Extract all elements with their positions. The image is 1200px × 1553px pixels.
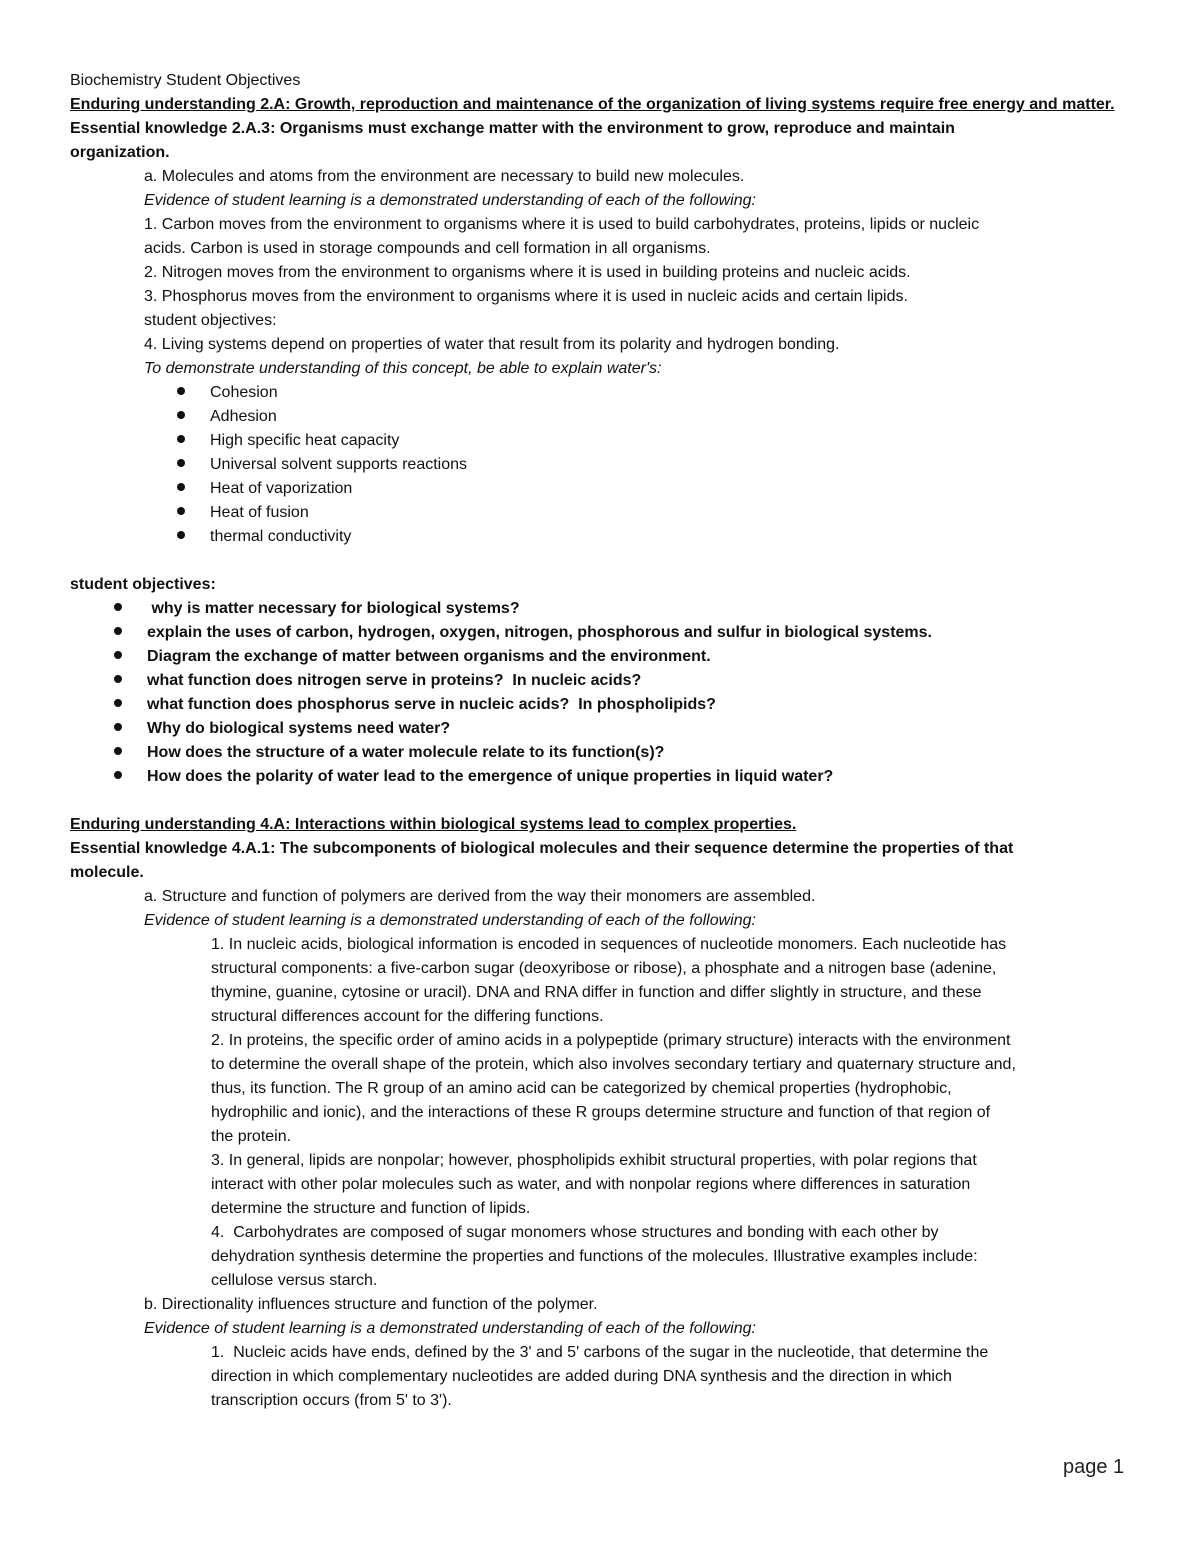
paragraph-line: 3. In general, lipids are nonpolar; however, phospholipids exhibit structural properties, with polar regions that	[211, 1152, 977, 1169]
bullet-icon	[177, 411, 185, 419]
list-item	[114, 765, 1135, 789]
list-item	[114, 693, 1135, 717]
student-objectives-list	[70, 597, 1135, 789]
list-item-text: Heat of vaporization	[210, 480, 353, 497]
bullet-icon	[114, 603, 122, 611]
list-item-text: Adhesion	[210, 408, 277, 425]
list-item	[177, 525, 1135, 549]
evidence-statement: Evidence of student learning is a demonstrated understanding of each of the following:	[144, 912, 756, 929]
list-item-text: Diagram the exchange of matter between organisms and the environment.	[147, 648, 711, 665]
paragraph-line: dehydration synthesis determine the properties and functions of the molecules. Illustrative examples include:	[211, 1248, 978, 1265]
list-item	[114, 741, 1135, 765]
spacer	[70, 789, 1135, 813]
list-item	[177, 477, 1135, 501]
item-3: 3. Phosphorus moves from the environment to organisms where it is used in nucleic acids and certain lipids.	[144, 288, 908, 305]
spacer	[70, 549, 1135, 573]
list-item-text: How does the polarity of water lead to the emergence of unique properties in liquid water?	[147, 768, 834, 785]
list-item	[114, 717, 1135, 741]
list-item-text: what function does phosphorus serve in nucleic acids? In phospholipids?	[147, 696, 716, 713]
list-item-text: why is matter necessary for biological systems?	[147, 600, 520, 617]
paragraph-line: hydrophilic and ionic), and the interactions of these R groups determine structure and function of that region of	[211, 1104, 991, 1121]
evidence-statement: Evidence of student learning is a demonstrated understanding of each of the following:	[144, 192, 756, 209]
list-item	[114, 645, 1135, 669]
item-1: 1. Carbon moves from the environment to organisms where it is used to build carbohydrates, proteins, lipids or nucleic	[144, 216, 980, 233]
enduring-understanding-2a: Enduring understanding 2.A: Growth, reproduction and maintenance of the organization of living systems require free energy and matter.	[70, 96, 1115, 113]
paragraph-line: transcription occurs (from 5' to 3').	[211, 1392, 452, 1409]
bullet-icon	[114, 771, 122, 779]
evidence-statement: Evidence of student learning is a demonstrated understanding of each of the following:	[144, 1320, 756, 1337]
page-number: page 1	[1063, 1456, 1125, 1478]
paragraph-line: thus, its function. The R group of an amino acid can be categorized by chemical properties (hydrophobic,	[211, 1080, 952, 1097]
list-item-text: Cohesion	[210, 384, 278, 401]
paragraph-line: 2. In proteins, the specific order of amino acids in a polypeptide (primary structure) interacts with the environment	[211, 1032, 1011, 1049]
bullet-icon	[177, 507, 185, 515]
demonstrate-statement: To demonstrate understanding of this concept, be able to explain water's:	[144, 360, 662, 377]
paragraph-line: direction in which complementary nucleotides are added during DNA synthesis and the direction in which	[211, 1368, 952, 1385]
essential-knowledge-2a3: Essential knowledge 2.A.3: Organisms must exchange matter with the environment to grow, reproduce and maintain	[70, 120, 955, 137]
list-item	[114, 597, 1135, 621]
item-1-cont: acids. Carbon is used in storage compounds and cell formation in all organisms.	[144, 240, 711, 257]
document-title: Biochemistry Student Objectives	[70, 72, 301, 89]
essential-knowledge-4a1: Essential knowledge 4.A.1: The subcomponents of biological molecules and their sequence determine the properties of that	[70, 840, 1014, 857]
list-item-text: How does the structure of a water molecule relate to its function(s)?	[147, 744, 665, 761]
item-2: 2. Nitrogen moves from the environment to organisms where it is used in building proteins and nucleic acids.	[144, 264, 911, 281]
bullet-icon	[177, 459, 185, 467]
list-item-text: Universal solvent supports reactions	[210, 456, 468, 473]
paragraph-line: structural components: a five-carbon sugar (deoxyribose or ribose), a phosphate and a nitrogen base (adenine,	[211, 960, 997, 977]
student-objectives-heading: student objectives:	[70, 576, 216, 593]
paragraph-line: the protein.	[211, 1128, 292, 1145]
list-item	[114, 621, 1135, 645]
bullet-icon	[114, 651, 122, 659]
bullet-icon	[114, 747, 122, 755]
essential-knowledge-2a3-cont: organization.	[70, 144, 170, 161]
list-item	[177, 381, 1135, 405]
bullet-icon	[177, 531, 185, 539]
point-b: b. Directionality influences structure and function of the polymer.	[144, 1296, 598, 1313]
bullet-icon	[177, 387, 185, 395]
enduring-understanding-4a: Enduring understanding 4.A: Interactions within biological systems lead to complex properties.	[70, 816, 797, 833]
bullet-icon	[114, 699, 122, 707]
document-body	[70, 69, 1135, 1413]
paragraph-line: thymine, guanine, cytosine or uracil). DNA and RNA differ in function and differ slightly in structure, and these	[211, 984, 982, 1001]
list-item-text: what function does nitrogen serve in proteins? In nucleic acids?	[147, 672, 642, 689]
paragraph-line: structural differences account for the differing functions.	[211, 1008, 604, 1025]
water-properties-list	[70, 381, 1135, 549]
paragraph-line: 4. Carbohydrates are composed of sugar monomers whose structures and bonding with each other by	[211, 1224, 939, 1241]
bullet-icon	[177, 483, 185, 491]
item-4: 4. Living systems depend on properties of water that result from its polarity and hydrogen bonding.	[144, 336, 840, 353]
list-item-text: explain the uses of carbon, hydrogen, oxygen, nitrogen, phosphorous and sulfur in biological systems.	[147, 624, 932, 641]
point-a: a. Molecules and atoms from the environment are necessary to build new molecules.	[144, 168, 745, 185]
paragraph-line: determine the structure and function of lipids.	[211, 1200, 531, 1217]
paragraph-line: 1. In nucleic acids, biological information is encoded in sequences of nucleotide monomers. Each nucleotide has	[211, 936, 1007, 953]
essential-knowledge-4a1-cont: molecule.	[70, 864, 144, 881]
list-item	[177, 405, 1135, 429]
list-item-text: thermal conductivity	[210, 528, 352, 545]
point-a: a. Structure and function of polymers are derived from the way their monomers are assembled.	[144, 888, 816, 905]
bullet-icon	[114, 627, 122, 635]
list-item-text: High specific heat capacity	[210, 432, 400, 449]
paragraph-line: 1. Nucleic acids have ends, defined by the 3' and 5' carbons of the sugar in the nucleotide, that determine the	[211, 1344, 989, 1361]
list-item	[114, 669, 1135, 693]
bullet-icon	[114, 723, 122, 731]
list-item-text: Why do biological systems need water?	[147, 720, 451, 737]
paragraph-line: cellulose versus starch.	[211, 1272, 378, 1289]
list-item	[177, 453, 1135, 477]
bullet-icon	[177, 435, 185, 443]
list-item	[177, 429, 1135, 453]
list-item-text: Heat of fusion	[210, 504, 309, 521]
bullet-icon	[114, 675, 122, 683]
paragraph-line: to determine the overall shape of the protein, which also involves secondary tertiary and quaternary structure and,	[211, 1056, 1016, 1073]
list-item	[177, 501, 1135, 525]
student-objectives-label: student objectives:	[144, 312, 277, 329]
paragraph-line: interact with other polar molecules such as water, and with nonpolar regions where differences in saturation	[211, 1176, 971, 1193]
